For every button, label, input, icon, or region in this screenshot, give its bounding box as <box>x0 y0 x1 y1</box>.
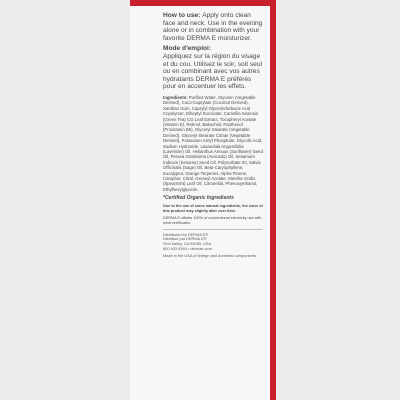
red-top-band <box>130 0 276 6</box>
distributor-line-en: Distributed by DERMA E® <box>163 231 209 237</box>
label-text-panel <box>163 12 263 396</box>
how-to-use-heading: How to use: <box>163 12 201 19</box>
distributor-block <box>163 233 263 252</box>
made-in-usa-note: Made in the USA of foreign and domestic components. <box>163 253 258 259</box>
distributor-address: Simi Valley, CA 93065, USA <box>163 241 212 247</box>
color-change-note: Due to the use of some natural ingredients, the color of this product may slightly alter over time. <box>163 204 263 213</box>
mode-emploi-block <box>163 45 263 91</box>
red-edge-strip <box>270 0 276 400</box>
ingredients-text: Purified Water, Glycerin (Vegetable Derived), Coco-Caprylate (Coconut Derived), Xanthan Gum, Caprylyl Glycerin/Sebacic Acid Copolymer, Diheptyl Succinate, Camellia Sinensis (Green Tea) CO Leaf Extract, Tocopheryl Acetate (Vitamin E), Retinol, Bakuchiol, Panthenol (Provitamin B5), Glyceryl Stearate (Vegetable Derived), Glyceryl Stearate Citrate (Vegetable Derived), Potassium Cetyl Phosphate, Glycolic Acid, Sodium Hydroxide, Lavandula Angustifolia (Lavender) Oil, Helianthus Annuus (Sunflower) Seed Oil, Persea Gratissima (Avocado) Oil, Sesamum Indicum (Sesame) Seed Oil, Polysorbate 20, Salvia Officinalis (Sage) Oil, Beta-Caryophyllene, Eucalyptol, Orange Terpenes, Alpha Pinene, Camphor, Citral, Geranyl Acetate, Mentha Viridis (Spearmint) Leaf Oil, Citronellal, Phenoxyethanol, Ethylhexylglycerin. <box>163 94 263 192</box>
ingredients-label: Ingredients: <box>163 94 188 100</box>
how-to-use-body: Apply onto clean face and neck. Use in the evening alone or in combination with your favorite DERMA E moisturizer. <box>163 12 263 42</box>
mode-emploi-heading: Mode d'emploi: <box>163 45 212 53</box>
certified-organic-note: *Certified Organic Ingredients <box>163 195 234 202</box>
divider <box>163 229 263 230</box>
wind-offset-note: DERMA E offsets 100% of conventional electricity use with wind certificates. <box>163 216 262 226</box>
ingredients-block <box>163 95 263 192</box>
distributor-contact: 800.933.9344 • dermae.com <box>163 245 212 251</box>
distributor-line-fr: Distribué par DERMA E® <box>163 236 207 242</box>
how-to-use-block <box>163 12 263 42</box>
mode-emploi-body: Appliquez sur la région du visage et du cou. Utilisez le soir, soit seul ou en combinant avec vos autres hydratants DERMA E préférés pour en accentuer les effets. <box>163 52 262 91</box>
